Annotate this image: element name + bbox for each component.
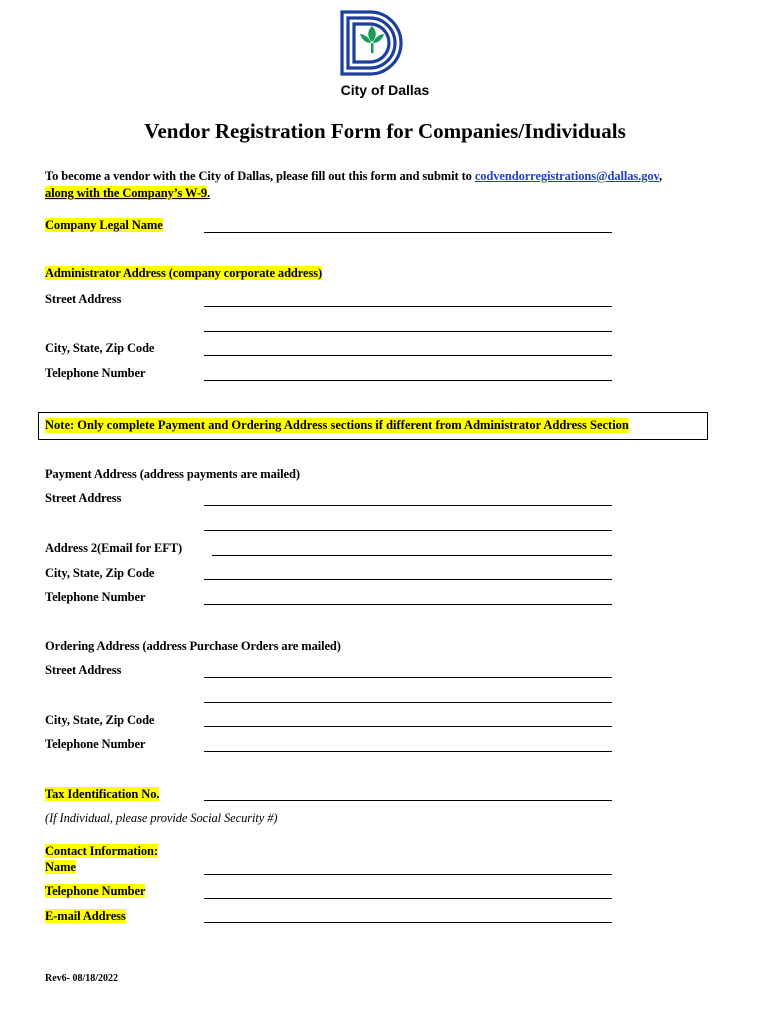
- admin-address-heading: Administrator Address (company corporate address): [45, 266, 323, 280]
- note-text: Note: Only complete Payment and Ordering Address sections if different from Administrator Address Section: [45, 418, 629, 432]
- ordering-address-heading: Ordering Address (address Purchase Orders are mailed): [45, 639, 341, 653]
- payment-phone-label: Telephone Number: [45, 590, 146, 604]
- contact-name-label: Name: [45, 860, 76, 874]
- admin-phone-label: Telephone Number: [45, 366, 146, 380]
- ordering-city-label: City, State, Zip Code: [45, 713, 155, 727]
- contact-phone-label: Telephone Number: [45, 884, 146, 898]
- vendor-email-link[interactable]: codvendorregistrations@dallas.gov: [474, 169, 659, 183]
- ordering-street-field-2[interactable]: [204, 702, 612, 703]
- logo-caption: City of Dallas: [340, 82, 430, 98]
- payment-city-field[interactable]: [204, 579, 612, 580]
- contact-name-field[interactable]: [204, 874, 612, 875]
- admin-city-field[interactable]: [204, 355, 612, 356]
- ordering-phone-field[interactable]: [204, 751, 612, 752]
- intro-w9: along with the Company’s W-9.: [45, 186, 211, 200]
- admin-street-field-2[interactable]: [204, 331, 612, 332]
- revision-footer: Rev6- 08/18/2022: [45, 973, 119, 984]
- tax-id-hint: (If Individual, please provide Social Security #): [45, 811, 278, 825]
- payment-address-heading: Payment Address (address payments are mailed): [45, 467, 300, 481]
- ordering-street-field[interactable]: [204, 677, 612, 678]
- payment-address2-label: Address 2(Email for EFT): [45, 541, 183, 555]
- payment-street-field-2[interactable]: [204, 530, 612, 531]
- admin-city-label: City, State, Zip Code: [45, 341, 155, 355]
- admin-street-field[interactable]: [204, 306, 612, 307]
- payment-street-field[interactable]: [204, 505, 612, 506]
- contact-heading: Contact Information:: [45, 844, 158, 858]
- admin-phone-field[interactable]: [204, 380, 612, 381]
- contact-phone-field[interactable]: [204, 898, 612, 899]
- note-box: [38, 412, 708, 440]
- contact-email-field[interactable]: [204, 922, 612, 923]
- tax-id-label: Tax Identification No.: [45, 787, 160, 801]
- intro-text: To become a vendor with the City of Dallas, please fill out this form and submit to codvendorregistrations@dallas.gov,: [45, 169, 662, 183]
- ordering-phone-label: Telephone Number: [45, 737, 146, 751]
- payment-city-label: City, State, Zip Code: [45, 566, 155, 580]
- company-legal-name-field[interactable]: [204, 232, 612, 233]
- contact-email-label: E-mail Address: [45, 909, 126, 923]
- tax-id-field[interactable]: [204, 800, 612, 801]
- payment-address2-field[interactable]: [212, 555, 612, 556]
- ordering-city-field[interactable]: [204, 726, 612, 727]
- ordering-street-label: Street Address: [45, 663, 122, 677]
- company-legal-name-label: Company Legal Name: [45, 218, 163, 232]
- page-title: Vendor Registration Form for Companies/Individuals: [144, 119, 626, 143]
- payment-phone-field[interactable]: [204, 604, 612, 605]
- payment-street-label: Street Address: [45, 491, 122, 505]
- admin-street-label: Street Address: [45, 292, 122, 306]
- city-of-dallas-logo: [340, 10, 408, 76]
